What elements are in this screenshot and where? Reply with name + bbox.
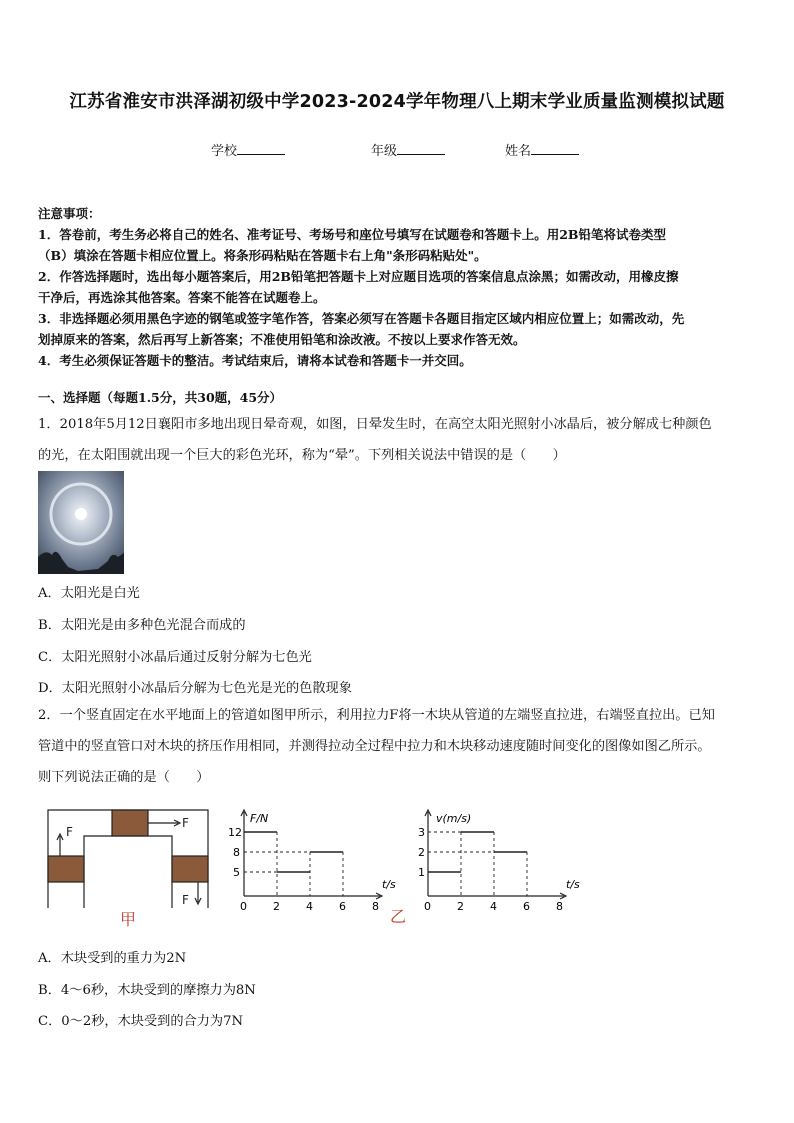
notice-line: 3．非选择题必须用黑色字迹的钢笔或签字笔作答，答案必须写在答题卡各题目指定区域内相应位置上；如需改动，先 bbox=[38, 311, 685, 326]
notice-line: 1．答卷前，考生务必将自己的姓名、准考证号、考场号和座位号填写在试题卷和答题卡上。用2B铅笔将试卷类型 bbox=[38, 227, 666, 242]
notice-line: （B）填涂在答题卡相应位置上。将条形码粘贴在答题卡右上角"条形码粘贴处"。 bbox=[38, 248, 487, 263]
school-blank bbox=[237, 142, 285, 155]
graph1-xtick: 6 bbox=[339, 900, 346, 913]
label-yi: 乙 bbox=[390, 907, 407, 926]
school-field bbox=[211, 140, 285, 159]
notice-heading: 注意事项： bbox=[38, 206, 101, 221]
force-label-left: F bbox=[66, 825, 73, 839]
school-label: 学校 bbox=[211, 144, 238, 159]
label-jia: 甲 bbox=[120, 910, 137, 929]
question-2-figure bbox=[38, 800, 598, 930]
q1-option-d: D．太阳光照射小冰晶后分解为七色光是光的色散现象 bbox=[38, 681, 352, 696]
graph1-ytick: 8 bbox=[233, 846, 240, 859]
force-label-top: F bbox=[182, 816, 189, 830]
graph1-ylabel: F/N bbox=[250, 812, 269, 825]
q1-option-a: A．太阳光是白光 bbox=[38, 586, 140, 601]
notice-line: 干净后，再选涂其他答案。答案不能答在试题卷上。 bbox=[38, 290, 326, 305]
graph2-ytick: 2 bbox=[418, 846, 425, 859]
notice-line: 划掉原来的答案，然后再写上新答案；不准使用铅笔和涂改液。不按以上要求作答无效。 bbox=[38, 332, 526, 347]
graph2-ytick: 1 bbox=[418, 866, 425, 879]
q1-option-b: B．太阳光是由多种色光混合而成的 bbox=[38, 618, 246, 633]
grade-field bbox=[371, 140, 445, 159]
question-2-stem bbox=[38, 700, 758, 793]
name-label: 姓名 bbox=[505, 144, 532, 159]
sun-halo-photo bbox=[38, 471, 124, 574]
graph2-ylabel: v(m/s) bbox=[436, 812, 472, 825]
q2-option-a: A．木块受到的重力为2N bbox=[38, 951, 187, 966]
question-line: 2．一个竖直固定在水平地面上的管道如图甲所示，利用拉力F将一木块从管道的左端竖直拉进，右端竖直拉出。已知 bbox=[38, 708, 715, 723]
force-label-right: F bbox=[182, 893, 189, 907]
name-blank bbox=[531, 142, 579, 155]
notice-line: 4．考生必须保证答题卡的整洁。考试结束后，请将本试卷和答题卡一并交回。 bbox=[38, 353, 472, 368]
notice-block bbox=[38, 203, 758, 371]
wood-block-right bbox=[172, 856, 208, 882]
graph1-ytick: 12 bbox=[228, 826, 242, 839]
question-line: 的光，在太阳围就出现一个巨大的彩色光环，称为“晕”。下列相关说法中错误的是（ ） bbox=[38, 448, 566, 463]
q1-option-c: C．太阳光照射小冰晶后通过反射分解为七色光 bbox=[38, 650, 312, 665]
exam-title: 江苏省淮安市洪泽湖初级中学2023-2024学年物理八上期末学业质量监测模拟试题 bbox=[69, 92, 725, 112]
graph1-xtick: 4 bbox=[306, 900, 313, 913]
q2-option-c: C．0～2秒，木块受到的合力为7N bbox=[38, 1014, 244, 1029]
graph1-xtick: 8 bbox=[372, 900, 379, 913]
graph1-xlabel: t/s bbox=[382, 878, 396, 891]
name-field bbox=[505, 140, 579, 159]
question-line: 1．2018年5月12日襄阳市多地出现日晕奇观，如图，日晕发生时，在高空太阳光照射小冰晶后，被分解成七种颜色 bbox=[38, 417, 712, 432]
graph2-xtick: 4 bbox=[490, 900, 497, 913]
graph1-ytick: 5 bbox=[233, 866, 240, 879]
wood-block-top bbox=[112, 810, 148, 836]
graph2-xtick: 6 bbox=[523, 900, 530, 913]
q2-option-b: B．4～6秒，木块受到的摩擦力为8N bbox=[38, 983, 256, 998]
graph1-xtick: 2 bbox=[273, 900, 280, 913]
question-1-stem bbox=[38, 409, 758, 471]
grade-blank bbox=[397, 142, 445, 155]
graph2-xtick: 0 bbox=[424, 900, 431, 913]
question-line: 管道中的竖直管口对木块的挤压作用相同，并测得拉动全过程中拉力和木块移动速度随时间变化的图像如图乙所示。 bbox=[38, 739, 711, 754]
graph1-xtick: 0 bbox=[240, 900, 247, 913]
graph2-xlabel: t/s bbox=[566, 878, 580, 891]
graph2-xtick: 2 bbox=[457, 900, 464, 913]
section-heading: 一、选择题（每题1.5分，共30题，45分） bbox=[38, 390, 283, 405]
graph2-ytick: 3 bbox=[418, 826, 425, 839]
notice-line: 2．作答选择题时，选出每小题答案后，用2B铅笔把答题卡上对应题目选项的答案信息点涂黑；如需改动，用橡皮擦 bbox=[38, 269, 679, 284]
grade-label: 年级 bbox=[371, 144, 398, 159]
wood-block-left bbox=[48, 856, 84, 882]
graph2-xtick: 8 bbox=[556, 900, 563, 913]
question-line: 则下列说法正确的是（ ） bbox=[38, 770, 210, 785]
